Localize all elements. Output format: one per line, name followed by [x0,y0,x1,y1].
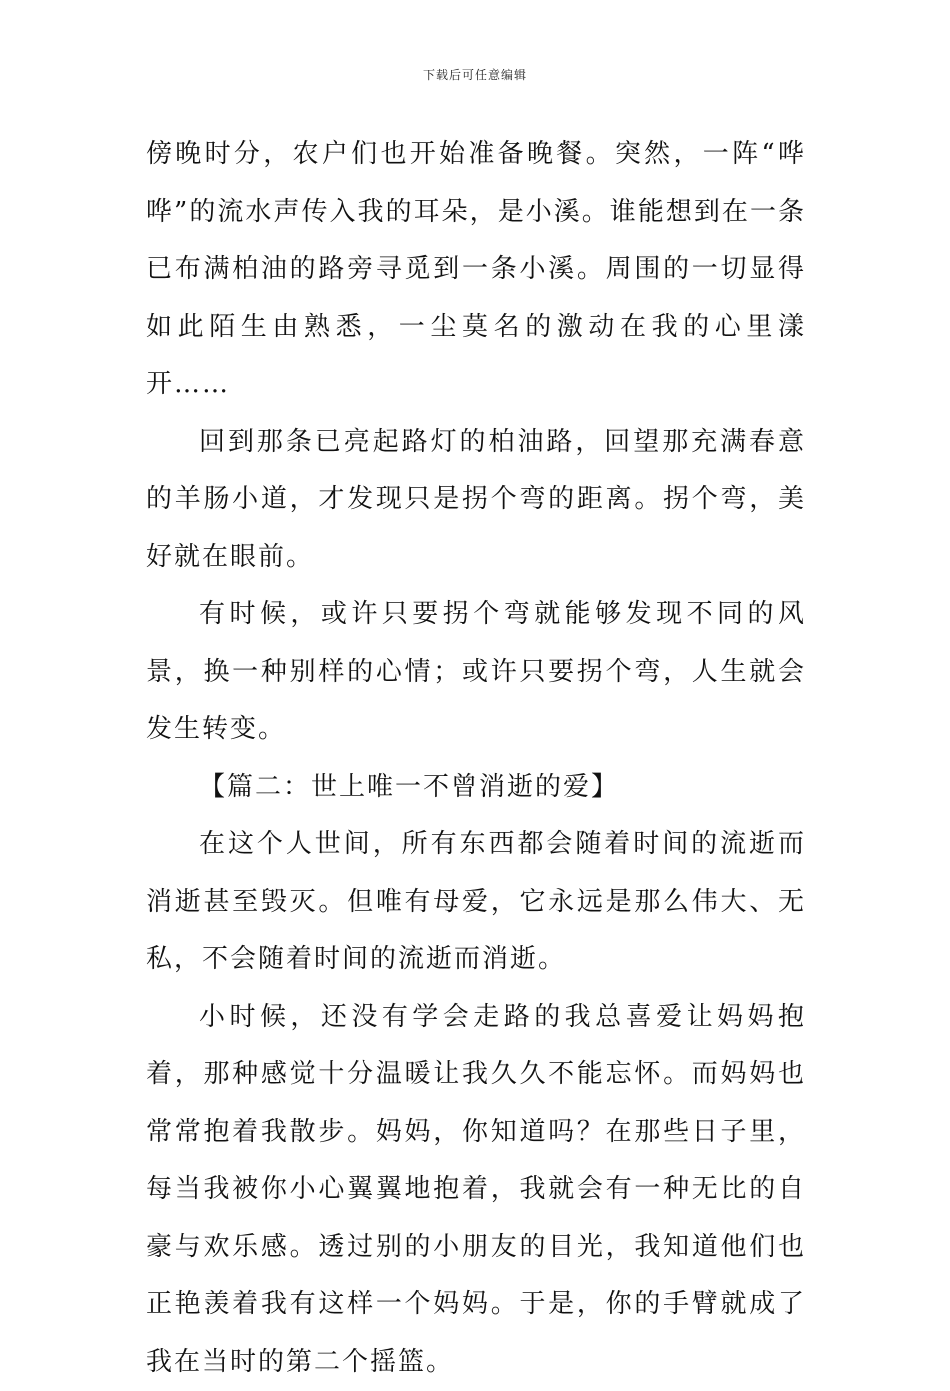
paragraph-turn-corner: 有时候，或许只要拐个弯就能够发现不同的风景，换一种别样的心情；或许只要拐个弯，人生就会发生转变。 [146,586,806,759]
paragraph-dinner-stream: 傍晚时分，农户们也开始准备晚餐。突然，一阵“哗哗”的流水声传入我的耳朵，是小溪。谁能想到在一条已布满柏油的路旁寻觅到一条小溪。周围的一切显得如此陌生由熟悉，一尘莫名的激动在我的心里漾开…… [146,126,806,414]
paragraph-return-road: 回到那条已亮起路灯的柏油路，回望那充满春意的羊肠小道，才发现只是拐个弯的距离。拐个弯，美好就在眼前。 [146,414,806,587]
paragraph-mother-love: 在这个人世间，所有东西都会随着时间的流逝而消逝甚至毁灭。但唯有母爱，它永远是那么伟大、无私，不会随着时间的流逝而消逝。 [146,816,806,989]
page-header-note: 下载后可任意编辑 [0,66,950,83]
section-heading: 【篇二：世上唯一不曾消逝的爱】 [146,759,806,817]
document-body [146,126,806,1391]
paragraph-childhood: 小时候，还没有学会走路的我总喜爱让妈妈抱着，那种感觉十分温暖让我久久不能忘怀。而妈妈也常常抱着我散步。妈妈，你知道吗？在那些日子里，每当我被你小心翼翼地抱着，我就会有一种无比的自豪与欢乐感。透过别的小朋友的目光，我知道他们也正艳羡着我有这样一个妈妈。于是，你的手臂就成了我在当时的第二个摇篮。 [146,989,806,1391]
